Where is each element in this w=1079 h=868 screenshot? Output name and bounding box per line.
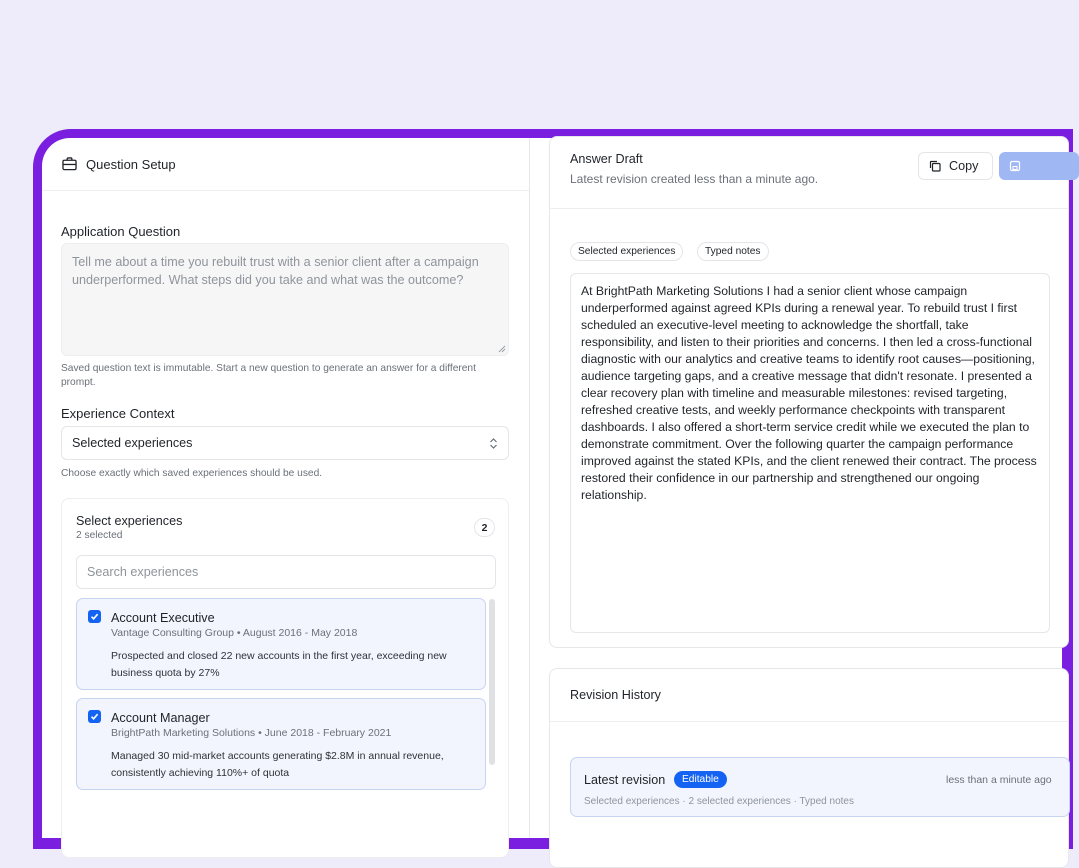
application-question-textarea[interactable] (61, 243, 509, 356)
select-experiences-title: Select experiences (76, 514, 183, 528)
copy-label: Copy (949, 159, 979, 173)
experience-meta: BrightPath Marketing Solutions • June 2018 - February 2021 (111, 727, 392, 739)
application-question-label: Application Question (61, 224, 181, 239)
answer-panel (530, 138, 1062, 838)
experience-context-label: Experience Context (61, 406, 175, 421)
source-chip: Typed notes (697, 242, 769, 261)
revision-history-card (549, 668, 1069, 868)
revision-history-title: Revision History (550, 669, 1068, 722)
search-experiences-input[interactable] (76, 555, 496, 589)
answer-draft-subtitle: Latest revision created less than a minute ago. (570, 172, 819, 186)
experience-item[interactable] (76, 698, 486, 790)
check-icon (90, 612, 99, 621)
experience-context-help: Choose exactly which saved experiences should be used. (61, 468, 323, 479)
question-setup-title: Question Setup (86, 156, 176, 172)
copy-icon (929, 160, 941, 172)
application-question-text: Tell me about a time you rebuilt trust with a senior client after a campaign underperformed. What steps did you take and what was the outcome? (72, 255, 479, 287)
copy-button[interactable] (918, 152, 993, 180)
selected-count-badge: 2 (474, 518, 495, 537)
question-setup-panel (42, 138, 530, 838)
answer-draft-textarea[interactable]: At BrightPath Marketing Solutions I had a senior client whose campaign underperformed against agreed KPIs during a renewal year. To rebuild trust I first scheduled an executive-level meeting to acknowledge the shortfall, take responsibility, and listen to their priorities and concerns. I then led a cross-functional diagnostic with our analytics and creative teams to identify root causes—positioning, audience targeting gaps, and a creative message that didn't resonate. I presented a clear recovery plan with timeline and measurable milestones: revised targeting, refreshed creative tests, and weekly performance checkpoints with transparent dashboards. I also offered a short-term service credit while we executed the plan to demonstrate commitment. Over the following quarter the campaign performance improved against the stated KPIs, and the client renewed their contract. The process restored their confidence in our partnership and strengthened our ongoing relationship. (570, 273, 1050, 633)
editable-badge: Editable (674, 771, 727, 788)
answer-draft-header (550, 137, 1068, 209)
question-setup-header (42, 138, 529, 191)
source-chip: Selected experiences (570, 242, 683, 261)
revision-sources: Selected experiences · 2 selected experiences · Typed notes (584, 796, 854, 807)
check-icon (90, 712, 99, 721)
revision-time: less than a minute ago (946, 774, 1052, 786)
checkbox-checked[interactable] (88, 610, 101, 623)
save-icon (1009, 160, 1021, 172)
question-help-text: Saved question text is immutable. Start a new question to generate an answer for a different prompt. (61, 363, 476, 388)
experience-context-value: Selected experiences (72, 436, 193, 450)
search-placeholder: Search experiences (87, 565, 199, 579)
app-window (42, 138, 1062, 838)
answer-draft-title: Answer Draft (570, 152, 643, 166)
experience-description: Managed 30 mid-market accounts generating $2.8M in annual revenue, consistently achieving 110%+ of quota (111, 750, 444, 779)
experience-description: Prospected and closed 22 new accounts in the first year, exceeding new business quota by 27% (111, 650, 447, 679)
save-button[interactable] (999, 152, 1079, 180)
revision-title: Latest revision (584, 773, 666, 787)
experience-title: Account Manager (111, 711, 210, 725)
experience-context-select[interactable] (61, 426, 509, 460)
resize-grip-icon[interactable] (498, 345, 506, 353)
experience-title: Account Executive (111, 611, 215, 625)
answer-draft-card (549, 136, 1069, 648)
checkbox-checked[interactable] (88, 710, 101, 723)
experiences-scrollbar[interactable] (489, 599, 495, 765)
select-experiences-card (61, 498, 509, 858)
experience-item[interactable] (76, 598, 486, 690)
briefcase-icon (62, 157, 77, 171)
revision-item[interactable] (570, 757, 1070, 817)
selected-count-text: 2 selected (76, 530, 123, 541)
chevron-up-down-icon (489, 437, 498, 450)
experience-meta: Vantage Consulting Group • August 2016 - May 2018 (111, 627, 358, 639)
